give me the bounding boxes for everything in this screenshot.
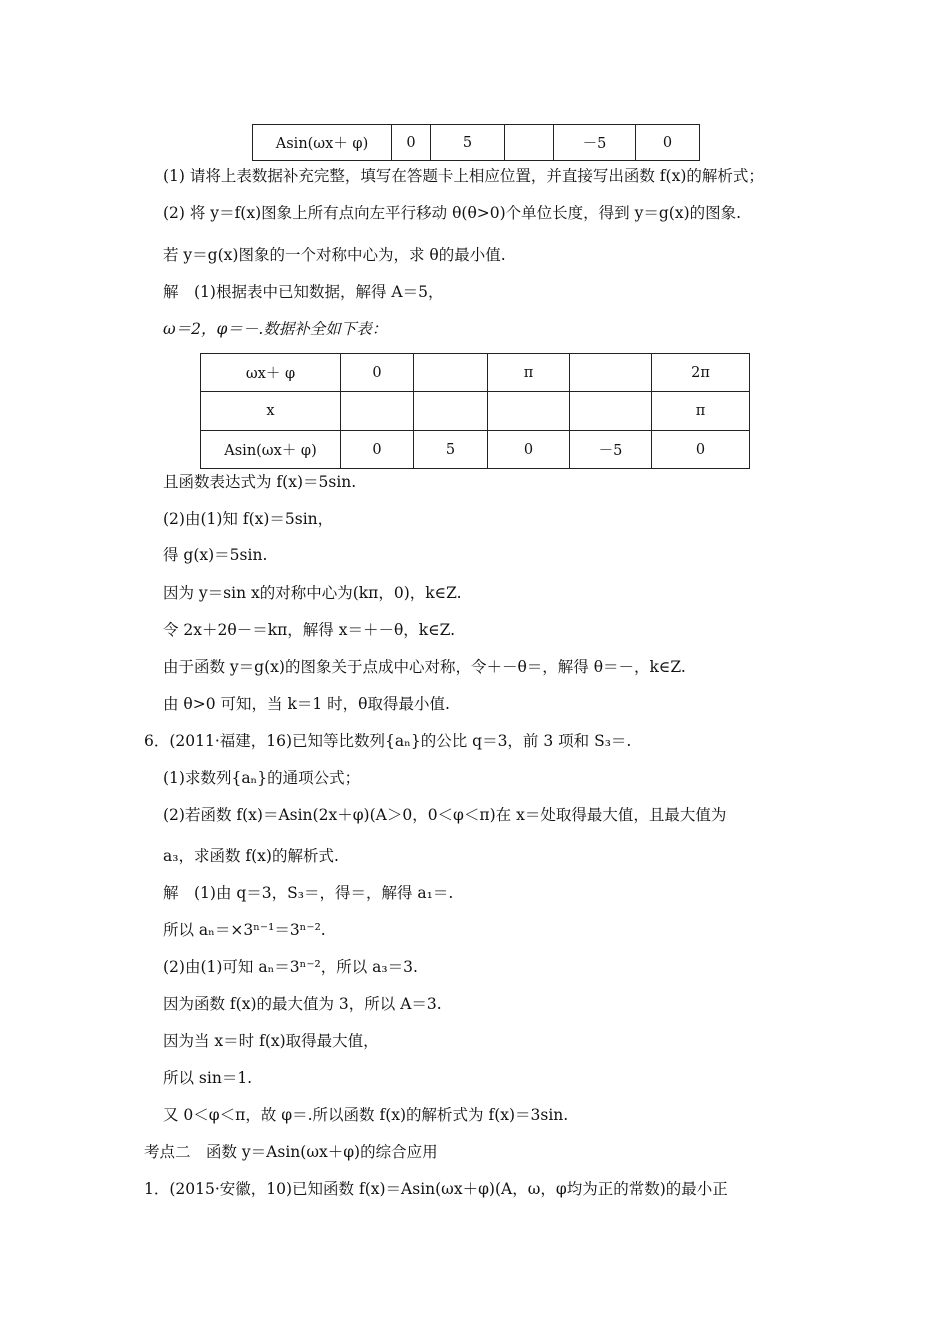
table-cell: 2π [652, 354, 750, 392]
text-line: (1)求数列{aₙ}的通项公式； [163, 769, 361, 787]
table-row [253, 125, 700, 161]
table-cell: Asin(ωx＋ φ) [253, 125, 392, 161]
text-line: 又 0＜φ＜π，故 φ＝.所以函数 f(x)的解析式为 f(x)＝3sin. [163, 1106, 569, 1124]
table-complete [200, 353, 750, 469]
text-line: 因为当 x＝时 f(x)取得最大值， [163, 1032, 379, 1050]
table-cell [505, 125, 554, 161]
table-cell: 0 [652, 431, 750, 469]
table-row [201, 392, 750, 431]
table-cell: 0 [392, 125, 431, 161]
table-cell: －5 [570, 431, 652, 469]
problem-heading: 6．(2011·福建，16)已知等比数列{aₙ}的公比 q＝3，前 3 项和 S₃＝. [144, 732, 632, 750]
section-heading: 考点二 函数 y＝Asin(ωx＋φ)的综合应用 [144, 1143, 438, 1161]
table-cell [570, 354, 652, 392]
text-line: a₃，求函数 f(x)的解析式. [163, 847, 339, 865]
table-row [201, 431, 750, 469]
text-line: (1) 请将上表数据补充完整，填写在答题卡上相应位置，并直接写出函数 f(x)的解析式； [163, 167, 764, 185]
table-cell [414, 392, 488, 431]
table-cell [414, 354, 488, 392]
text-line: (2)由(1)可知 aₙ＝3ⁿ⁻²，所以 a₃＝3. [163, 958, 418, 976]
text-line: 因为 y＝sin x的对称中心为(kπ，0)，k∈Z. [163, 584, 462, 602]
table-cell: 0 [488, 431, 570, 469]
table-cell: Asin(ωx＋ φ) [201, 431, 341, 469]
table-cell: 0 [341, 431, 414, 469]
text-line: 所以 aₙ＝×3ⁿ⁻¹＝3ⁿ⁻². [163, 921, 326, 939]
table-cell: π [652, 392, 750, 431]
table-cell: x [201, 392, 341, 431]
table-cell: 0 [341, 354, 414, 392]
table-cell: ωx＋ φ [201, 354, 341, 392]
table-row [201, 354, 750, 392]
table-cell [488, 392, 570, 431]
table-cell: 0 [636, 125, 700, 161]
table-cell [570, 392, 652, 431]
text-line: 解 (1)根据表中已知数据，解得 A＝5， [163, 283, 444, 301]
table-cell: 5 [431, 125, 505, 161]
text-line: 由 θ>0 可知，当 k＝1 时，θ取得最小值. [163, 695, 450, 713]
text-line: 且函数表达式为 f(x)＝5sin. [163, 473, 357, 491]
text-line: (2) 将 y＝f(x)图象上所有点向左平行移动 θ(θ>0)个单位长度，得到 y＝g(x)的图象. [163, 204, 742, 222]
text-line: ω＝2，φ＝－.数据补全如下表： [163, 320, 388, 338]
text-line: 若 y＝g(x)图象的一个对称中心为，求 θ的最小值. [163, 246, 506, 264]
text-line: 由于函数 y＝g(x)的图象关于点成中心对称，令＋－θ＝，解得 θ＝－，k∈Z. [163, 658, 686, 676]
text-line: (2)由(1)知 f(x)＝5sin， [163, 510, 334, 528]
text-line: 令 2x＋2θ－＝kπ，解得 x＝＋－θ，k∈Z. [163, 621, 456, 639]
text-line: 因为函数 f(x)的最大值为 3，所以 A＝3. [163, 995, 442, 1013]
text-line: (2)若函数 f(x)＝Asin(2x＋φ)(A＞0，0＜φ＜π)在 x＝处取得最大值，且最大值为 [163, 806, 727, 824]
table-cell [341, 392, 414, 431]
table-cell: 5 [414, 431, 488, 469]
text-line: 得 g(x)＝5sin. [163, 546, 268, 564]
table-partial [252, 124, 700, 161]
text-line: 解 (1)由 q＝3，S₃＝，得＝，解得 a₁＝. [163, 884, 454, 902]
problem-heading: 1．(2015·安徽，10)已知函数 f(x)＝Asin(ωx＋φ)(A，ω，φ均为正的常数)的最小正 [144, 1180, 728, 1198]
text-line: 所以 sin＝1. [163, 1069, 253, 1087]
table-cell: －5 [554, 125, 636, 161]
table-cell: π [488, 354, 570, 392]
